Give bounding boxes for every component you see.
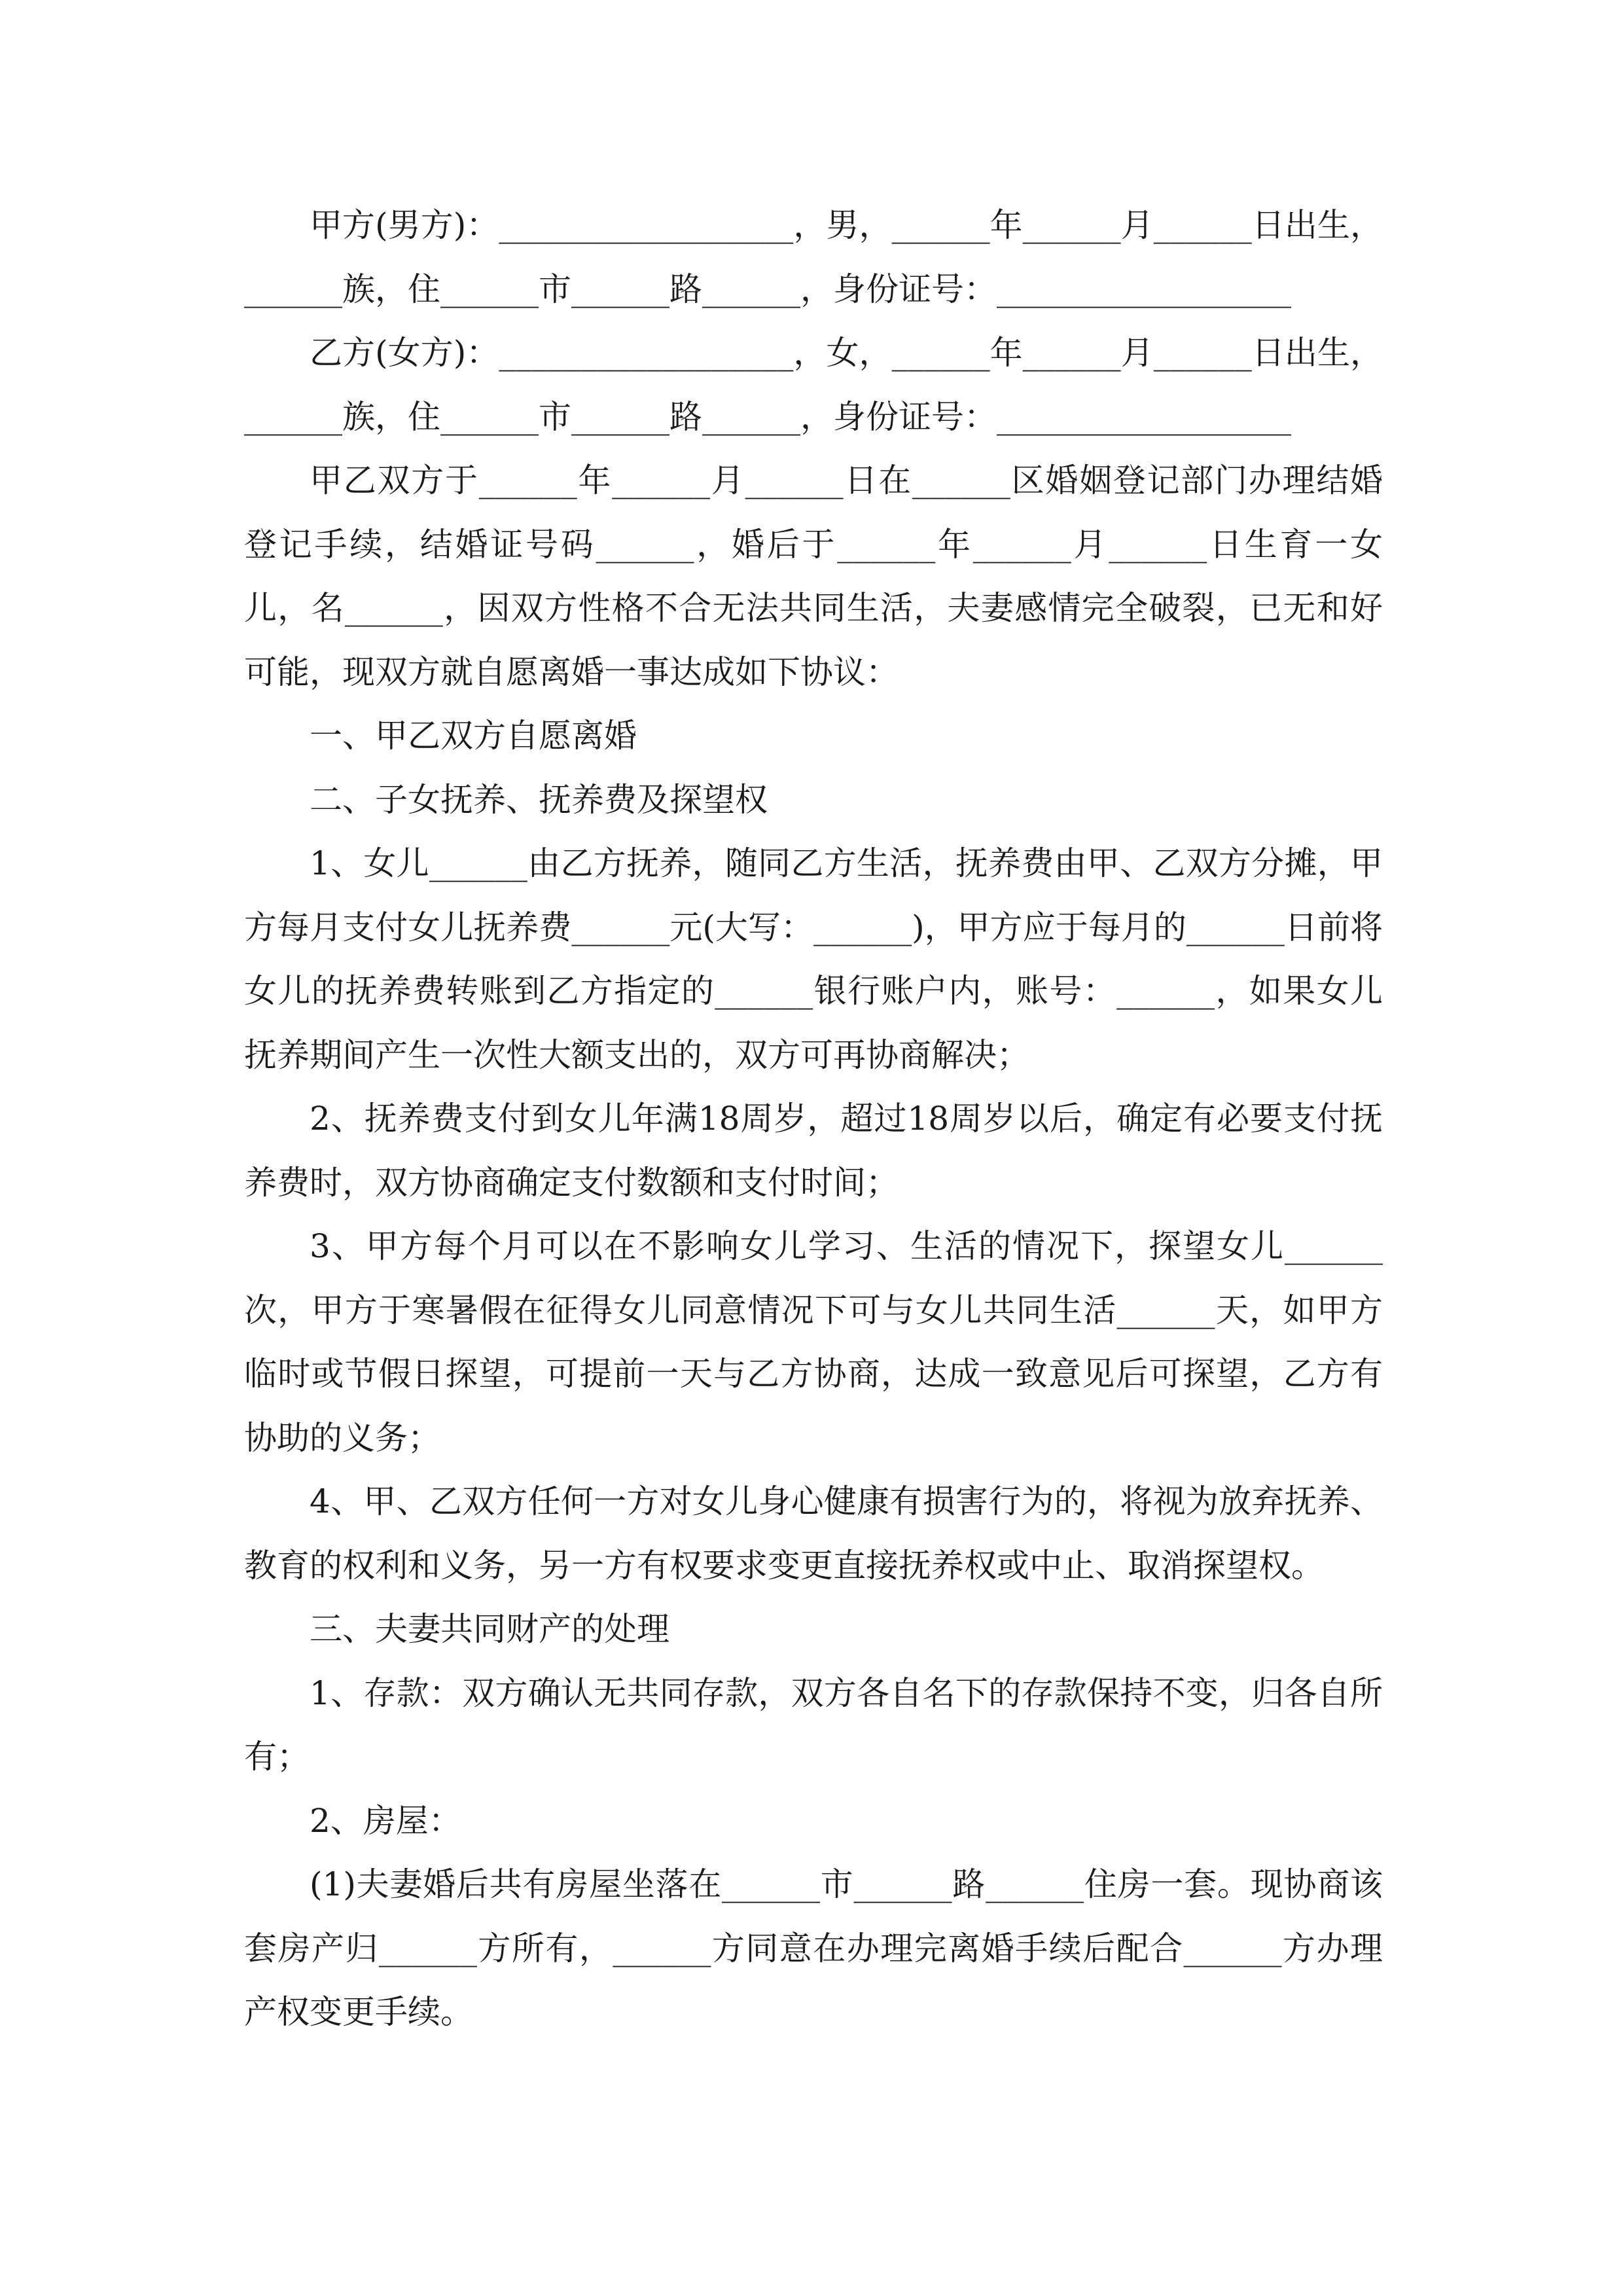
- clause-property-savings: 1、存款：双方确认无共同存款，双方各自名下的存款保持不变，归各自所有；: [244, 1674, 1383, 1776]
- clause-property-house-1: (1)夫妻婚后共有房屋坐落在______市______路______住房一套。现协商该套房产归______方所有，______方同意在办理完离婚手续后配合______方办理产权变更手续。: [244, 1865, 1383, 2031]
- party-b-info: 乙方(女方)：__________________，女，______年______月______日出生，______族，住______市______路______，身份证号：__________________: [244, 334, 1383, 436]
- clause-child-custody-3: 3、甲方每个月可以在不影响女儿学习、生活的情况下，探望女儿______次，甲方于寒暑假在征得女儿同意情况下可与女儿共同生活______天，如甲方临时或节假日探望，可提前一天与乙方协商，达成一致意见后可探望，乙方有协助的义务；: [244, 1227, 1383, 1457]
- section-heading-property: 三、夫妻共同财产的处理: [310, 1610, 669, 1648]
- marriage-background: 甲乙双方于______年______月______日在______区婚姻登记部门办理结婚登记手续，结婚证号码______，婚后于______年______月______日生育一女儿，名______，因双方性格不合无法共同生活，夫妻感情完全破裂，已无和好可能，现双方就自愿离婚一事达成如下协议：: [244, 461, 1383, 691]
- document-body: [244, 194, 1383, 2045]
- section-heading-divorce: 一、甲乙双方自愿离婚: [310, 717, 637, 755]
- clause-property-house-heading: 2、房屋：: [310, 1801, 461, 1840]
- clause-child-custody-4: 4、甲、乙双方任何一方对女儿身心健康有损害行为的，将视为放弃抚养、教育的权利和义务，另一方有权要求变更直接抚养权或中止、取消探望权。: [244, 1482, 1383, 1585]
- party-a-info: 甲方(男方)：__________________，男，______年______月______日出生，______族，住______市______路______，身份证号：__________________: [244, 206, 1383, 308]
- section-heading-child-custody: 二、子女抚养、抚养费及探望权: [310, 780, 768, 819]
- clause-child-custody-1: 1、女儿______由乙方抚养，随同乙方生活，抚养费由甲、乙双方分摊，甲方每月支付女儿抚养费______元(大写：______)，甲方应于每月的______日前将女儿的抚养费转账到乙方指定的______银行账户内，账号：______，如果女儿抚养期间产生一次性大额支出的，双方可再协商解决；: [244, 844, 1383, 1074]
- clause-child-custody-2: 2、抚养费支付到女儿年满18周岁，超过18周岁以后，确定有必要支付抚养费时，双方协商确定支付数额和支付时间；: [244, 1100, 1383, 1202]
